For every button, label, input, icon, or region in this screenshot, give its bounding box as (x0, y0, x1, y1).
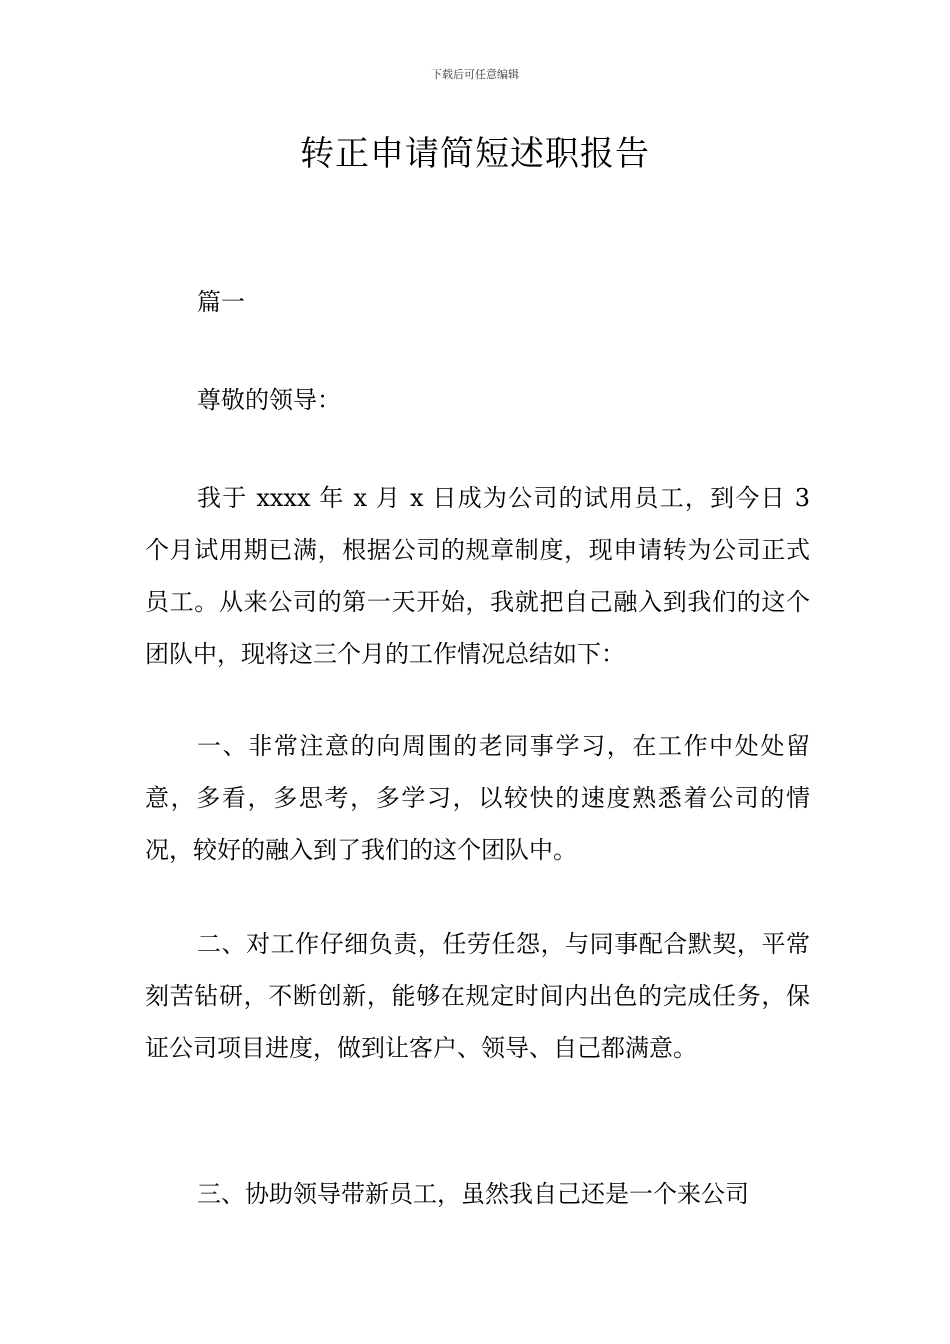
document-title: 转正申请简短述职报告 (300, 134, 650, 174)
salutation: 尊敬的领导： (197, 386, 341, 414)
paragraph-item-2: 二、对工作仔细负责，任劳任怨，与同事配合默契，平常刻苦钻研，不断创新，能够在规定时间内出色的完成任务，保证公司项目进度，做到让客户、领导、自己都满意。 (145, 930, 810, 1062)
paragraph-intro: 我于 xxxx 年 x 月 x 日成为公司的试用员工，到今日 3 个月试用期已满，根据公司的规章制度，现申请转为公司正式员工。从来公司的第一天开始，我就把自己融入到我们的这个团队中，现将这三个月的工作情况总结如下： (145, 484, 810, 668)
header-note: 下载后可任意编辑 (431, 68, 519, 81)
paragraph-item-1: 一、非常注意的向周围的老同事学习，在工作中处处留意，多看，多思考，多学习，以较快的速度熟悉着公司的情况，较好的融入到了我们的这个团队中。 (145, 732, 810, 864)
paragraph-item-3: 三、协助领导带新员工，虽然我自己还是一个来公司 (197, 1180, 749, 1208)
section-label: 篇一 (197, 288, 245, 316)
